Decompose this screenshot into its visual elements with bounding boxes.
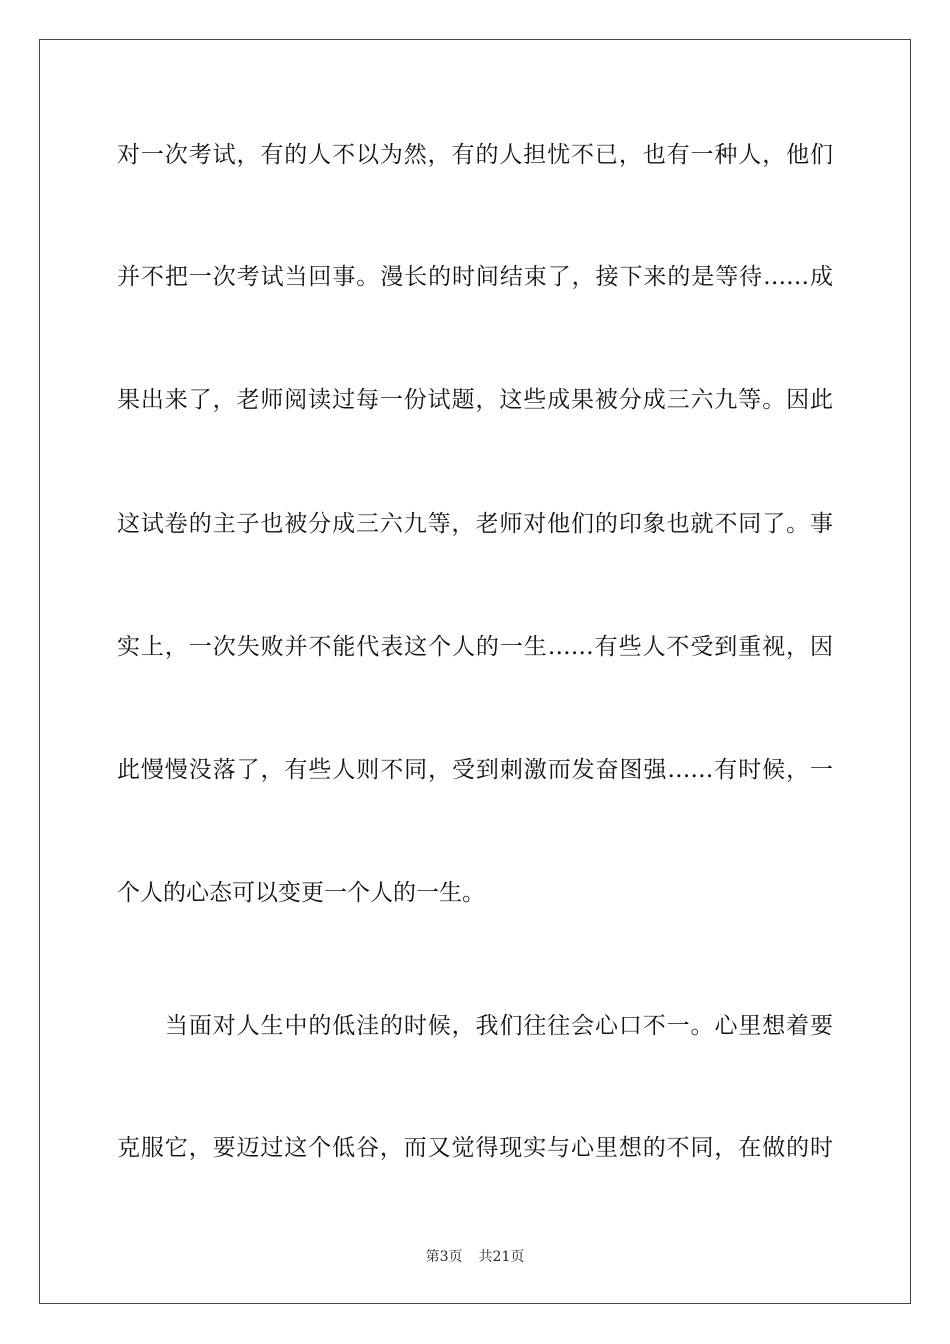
text-line-3: 果出来了，老师阅读过每一份试题，这些成果被分成三六九等。因此	[117, 387, 833, 413]
text-line-9: 克服它，要迈过这个低谷，而又觉得现实与心里想的不同，在做的时	[117, 1135, 833, 1161]
text-line-1: 对一次考试，有的人不以为然，有的人担忧不已，也有一种人，他们	[117, 142, 833, 168]
text-line-5: 实上，一次失败并不能代表这个人的一生……有些人不受到重视，因	[117, 634, 833, 660]
text-line-8: 当面对人生中的低洼的时候，我们往往会心口不一。心里想着要	[165, 1013, 833, 1039]
page-total: 共21页	[478, 1249, 525, 1265]
text-line-6: 此慢慢没落了，有些人则不同，受到刺激而发奋图强……有时候，一	[117, 757, 833, 783]
page-border	[39, 39, 911, 1304]
page-number: 第3页	[425, 1249, 463, 1265]
page-footer	[0, 1247, 950, 1267]
text-line-7: 个人的心态可以变更一个人的一生。	[117, 880, 485, 906]
text-line-4: 这试卷的主子也被分成三六九等，老师对他们的印象也就不同了。事	[117, 511, 833, 537]
text-line-2: 并不把一次考试当回事。漫长的时间结束了，接下来的是等待……成	[117, 264, 833, 290]
